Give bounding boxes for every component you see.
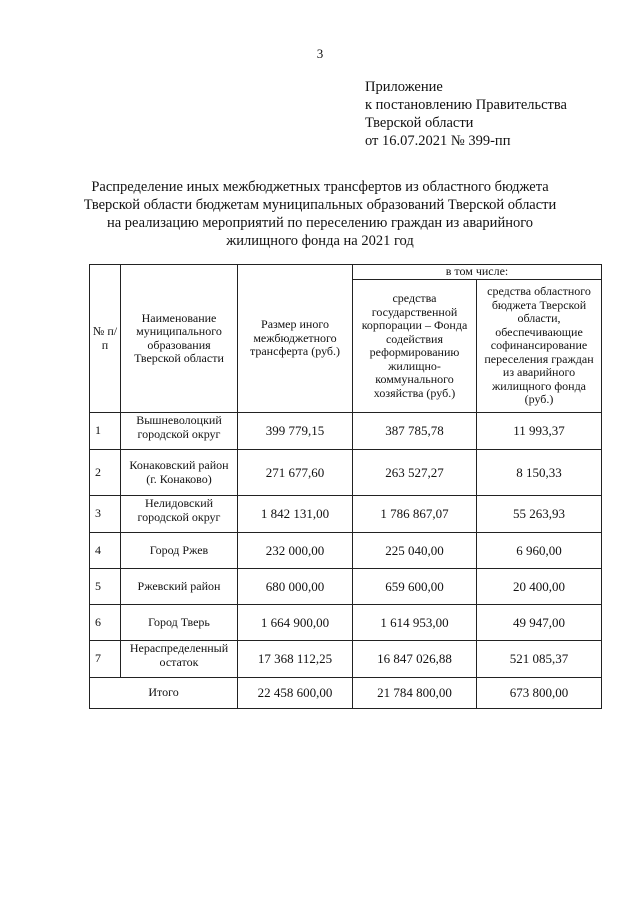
row-num: 5 (90, 569, 121, 605)
row-size: 1 664 900,00 (238, 605, 353, 641)
row-name: Вышневолоцкий городской округ (121, 413, 238, 450)
row-regional: 55 263,93 (477, 496, 602, 533)
row-name: Город Ржев (121, 533, 238, 569)
table-row (90, 413, 602, 450)
title-line: на реализацию мероприятий по переселению граждан из аварийного (106, 215, 534, 231)
row-name: Нераспределенный остаток (121, 641, 238, 678)
appendix-line: Тверской области (365, 115, 474, 131)
header-regional: средства областного бюджета Тверской области, обеспечивающие софинансирование переселения граждан из аварийного жилищного фонда (руб.) (477, 280, 602, 413)
row-name: Конаковский район (г. Конаково) (121, 450, 238, 496)
row-name: Нелидовский городской округ (121, 496, 238, 533)
row-regional: 20 400,00 (477, 569, 602, 605)
total-size: 22 458 600,00 (238, 678, 353, 709)
header-name: Наименование муниципального образования Тверской области (121, 265, 238, 413)
table-row (90, 450, 602, 496)
row-size: 17 368 112,25 (238, 641, 353, 678)
row-size: 399 779,15 (238, 413, 353, 450)
row-fund: 225 040,00 (353, 533, 477, 569)
page-number: 3 (316, 46, 324, 61)
table-header-row (90, 265, 602, 280)
header-fund: средства государственной корпорации – Фонда содействия реформированию жилищно-коммунального хозяйства (руб.) (353, 280, 477, 413)
title-line: Тверской области бюджетам муниципальных образований Тверской области (83, 197, 557, 213)
row-size: 1 842 131,00 (238, 496, 353, 533)
row-name: Ржевский район (121, 569, 238, 605)
row-size: 680 000,00 (238, 569, 353, 605)
table-row (90, 496, 602, 533)
table-total-row (90, 678, 602, 709)
row-fund: 1 786 867,07 (353, 496, 477, 533)
row-num: 1 (90, 413, 121, 450)
table-row (90, 533, 602, 569)
appendix-block (365, 78, 567, 150)
row-name: Город Тверь (121, 605, 238, 641)
total-fund: 21 784 800,00 (353, 678, 477, 709)
row-num: 4 (90, 533, 121, 569)
header-size: Размер иного межбюджетного трансферта (руб.) (238, 265, 353, 413)
table-row (90, 569, 602, 605)
header-num: № п/п (90, 265, 121, 413)
total-regional: 673 800,00 (477, 678, 602, 709)
title-line: Распределение иных межбюджетных трансфертов из областного бюджета (91, 179, 549, 195)
table-row (90, 605, 602, 641)
row-num: 6 (90, 605, 121, 641)
row-fund: 1 614 953,00 (353, 605, 477, 641)
header-including: в том числе: (353, 265, 602, 280)
row-num: 3 (90, 496, 121, 533)
row-regional: 521 085,37 (477, 641, 602, 678)
row-num: 2 (90, 450, 121, 496)
row-num: 7 (90, 641, 121, 678)
title-line: жилищного фонда на 2021 год (226, 233, 414, 249)
table-row (90, 641, 602, 678)
row-regional: 8 150,33 (477, 450, 602, 496)
total-label: Итого (90, 678, 238, 709)
row-fund: 16 847 026,88 (353, 641, 477, 678)
row-regional: 49 947,00 (477, 605, 602, 641)
row-regional: 6 960,00 (477, 533, 602, 569)
appendix-line: к постановлению Правительства (365, 97, 567, 113)
row-size: 232 000,00 (238, 533, 353, 569)
row-size: 271 677,60 (238, 450, 353, 496)
appendix-line: от 16.07.2021 № 399-пп (365, 133, 511, 149)
row-fund: 387 785,78 (353, 413, 477, 450)
transfers-table (89, 264, 602, 709)
row-fund: 263 527,27 (353, 450, 477, 496)
document-title (60, 178, 580, 250)
row-regional: 11 993,37 (477, 413, 602, 450)
appendix-line: Приложение (365, 79, 443, 95)
row-fund: 659 600,00 (353, 569, 477, 605)
